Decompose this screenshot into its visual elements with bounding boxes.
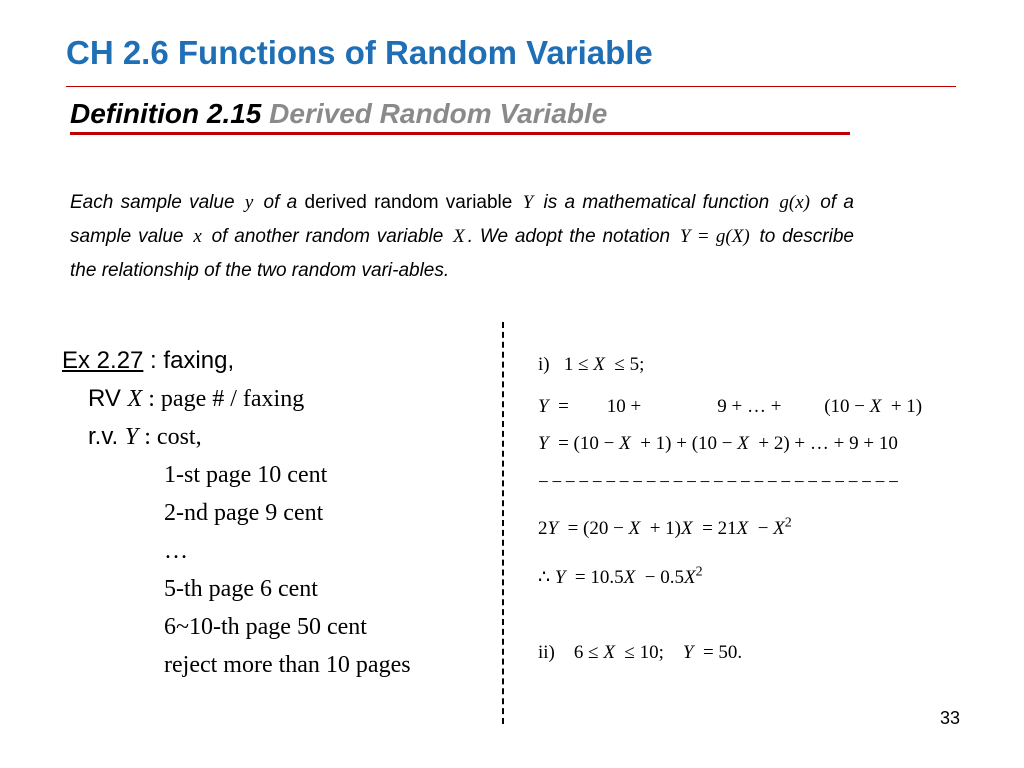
dashed-divider: [502, 322, 504, 724]
definition-name: Derived Random Variable: [269, 98, 608, 129]
page-number: 33: [940, 708, 961, 728]
equation-doubled: $2Y = (20 - X + 1)X = 21X - X^2$: [538, 515, 792, 539]
definition-body: [70, 186, 854, 288]
rv2-variable: Y: [124, 424, 139, 450]
equation-dashed-rule: − − − − − − − − − − − − − − − − − − − − − − − − − − −: [538, 472, 898, 493]
equation-sum-terms: Y = 10 + 9 + … + (10 − X + 1): [538, 396, 923, 417]
equation-case-i: i) 1 ≤ X ≤ 5;: [538, 354, 645, 375]
def-math-YgX: Y = g(X): [679, 226, 750, 247]
rv-prefix: RV: [88, 385, 121, 412]
rv2-prefix: r.v.: [88, 423, 119, 450]
def-math-x: x: [193, 226, 202, 247]
title-divider: [66, 86, 956, 87]
cost-line: 2-nd page 9 cent: [164, 500, 324, 526]
cost-line: 6~10-th page 50 cent: [164, 614, 367, 640]
def-text-3: derived random variable: [304, 192, 513, 213]
equation-case-ii: ii) 6 ≤ X ≤ 10; Y = 50.: [538, 642, 743, 663]
slide-title: CH 2.6 Functions of Random Variable: [66, 34, 653, 71]
def-text-8: to describe the relationship of the two random vari-ables.: [70, 226, 854, 281]
cost-line: …: [164, 538, 188, 564]
definition-underline: [70, 132, 850, 135]
cost-line: 5-th page 6 cent: [164, 576, 318, 602]
cost-line: reject more than 10 pages: [164, 652, 411, 678]
def-math-gx: g(x): [779, 192, 811, 213]
def-math-y: y: [244, 192, 254, 213]
rv-variable: X: [127, 386, 143, 412]
def-text-7: . We adopt the notation: [467, 226, 671, 247]
definition-label: Definition 2.15: [70, 98, 262, 129]
def-text-1: Each sample value: [70, 192, 235, 213]
equation-sum-reversed: Y = (10 − X + 1) + (10 − X + 2) + … + 9 + 10: [538, 433, 898, 454]
example-number: Ex 2.27: [62, 347, 144, 374]
example-topic: : faxing,: [143, 347, 235, 374]
example-title: [62, 342, 411, 380]
def-math-X: X: [453, 226, 465, 247]
equation-result: ∴ $Y = 10.5X - 0.5X^2$: [538, 564, 703, 588]
example-rv-line: [62, 380, 411, 418]
def-text-5: of a sample value: [70, 192, 854, 247]
example-block: [62, 342, 411, 684]
cost-line: 1-st page 10 cent: [164, 462, 328, 488]
def-text-2: of a: [263, 192, 298, 213]
definition-heading: [70, 98, 607, 130]
example-rv2-line: [62, 418, 411, 456]
rv-description: : page # / faxing: [142, 386, 305, 412]
rv2-description: : cost,: [138, 424, 202, 450]
def-text-6: of another random variable: [211, 226, 444, 247]
def-math-Y: Y: [522, 192, 534, 213]
def-text-4: is a mathematical function: [543, 192, 770, 213]
